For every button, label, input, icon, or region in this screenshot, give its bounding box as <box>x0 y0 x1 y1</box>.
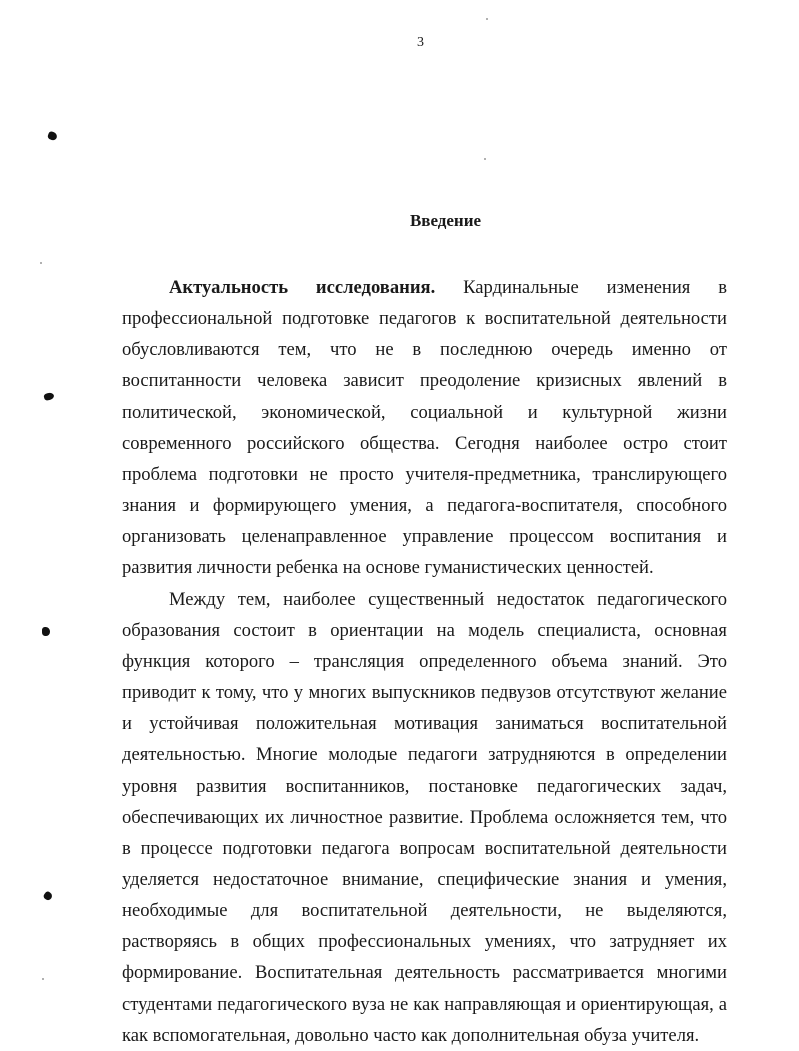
scan-dot <box>40 262 42 264</box>
paragraph-1 <box>122 272 727 584</box>
scan-speck <box>47 131 58 142</box>
scan-dot <box>486 18 488 20</box>
scan-dot <box>42 978 44 980</box>
section-heading: Введение <box>409 211 482 230</box>
paragraph-2: Между тем, наиболее существенный недостаток педагогического образования состоит в ориентации на модель специалиста, основная функция которого – трансляция определенного объема знаний. Это приводит к тому, что у многих выпускников педвузов отсутствуют желание и устойчивая положительная мотивация заниматься воспитательной деятельностью. Многие молодые педагоги затрудняются в определении уровня развития воспитанников, постановке педагогических задач, обеспечивающих их личностное развитие. Проблема осложняется тем, что в процессе подготовки педагога вопросам воспитательной деятельности уделяется недостаточное внимание, специфические знания и умения, необходимые для воспитательной деятельности, не выделяются, растворяясь в общих профессиональных умениях, что затрудняет их формирование. Воспитательная деятельность рассматривается многими студентами педагогического вуза не как направляющая и ориентирующая, а как вспомогательная, довольно часто как дополнительная обуза учителя. <box>122 588 727 1046</box>
paragraph-lead: Актуальность исследования. <box>169 277 436 298</box>
scan-speck <box>42 890 53 901</box>
scan-speck <box>42 627 50 636</box>
scan-dot <box>484 158 486 160</box>
page-number: 3 <box>417 35 424 50</box>
scan-speck <box>43 392 54 401</box>
paragraph-text: Кардинальные изменения в профессиональной подготовке педагогов к воспитательной деятельности обусловливаются тем, что не в последнюю очередь именно от воспитанности человека зависит преодоление кризисных явлений в политической, экономической, социальной и культурной жизни современного российского общества. Сегодня наиболее остро стоит проблема подготовки не просто учителя-предметника, транслирующего знания и формирующего умения, а педагога-воспитателя, способного организовать целенаправленное управление процессом воспитания и развития личности ребенка на основе гуманистических ценностей. <box>122 277 727 579</box>
body-text <box>122 272 727 1051</box>
